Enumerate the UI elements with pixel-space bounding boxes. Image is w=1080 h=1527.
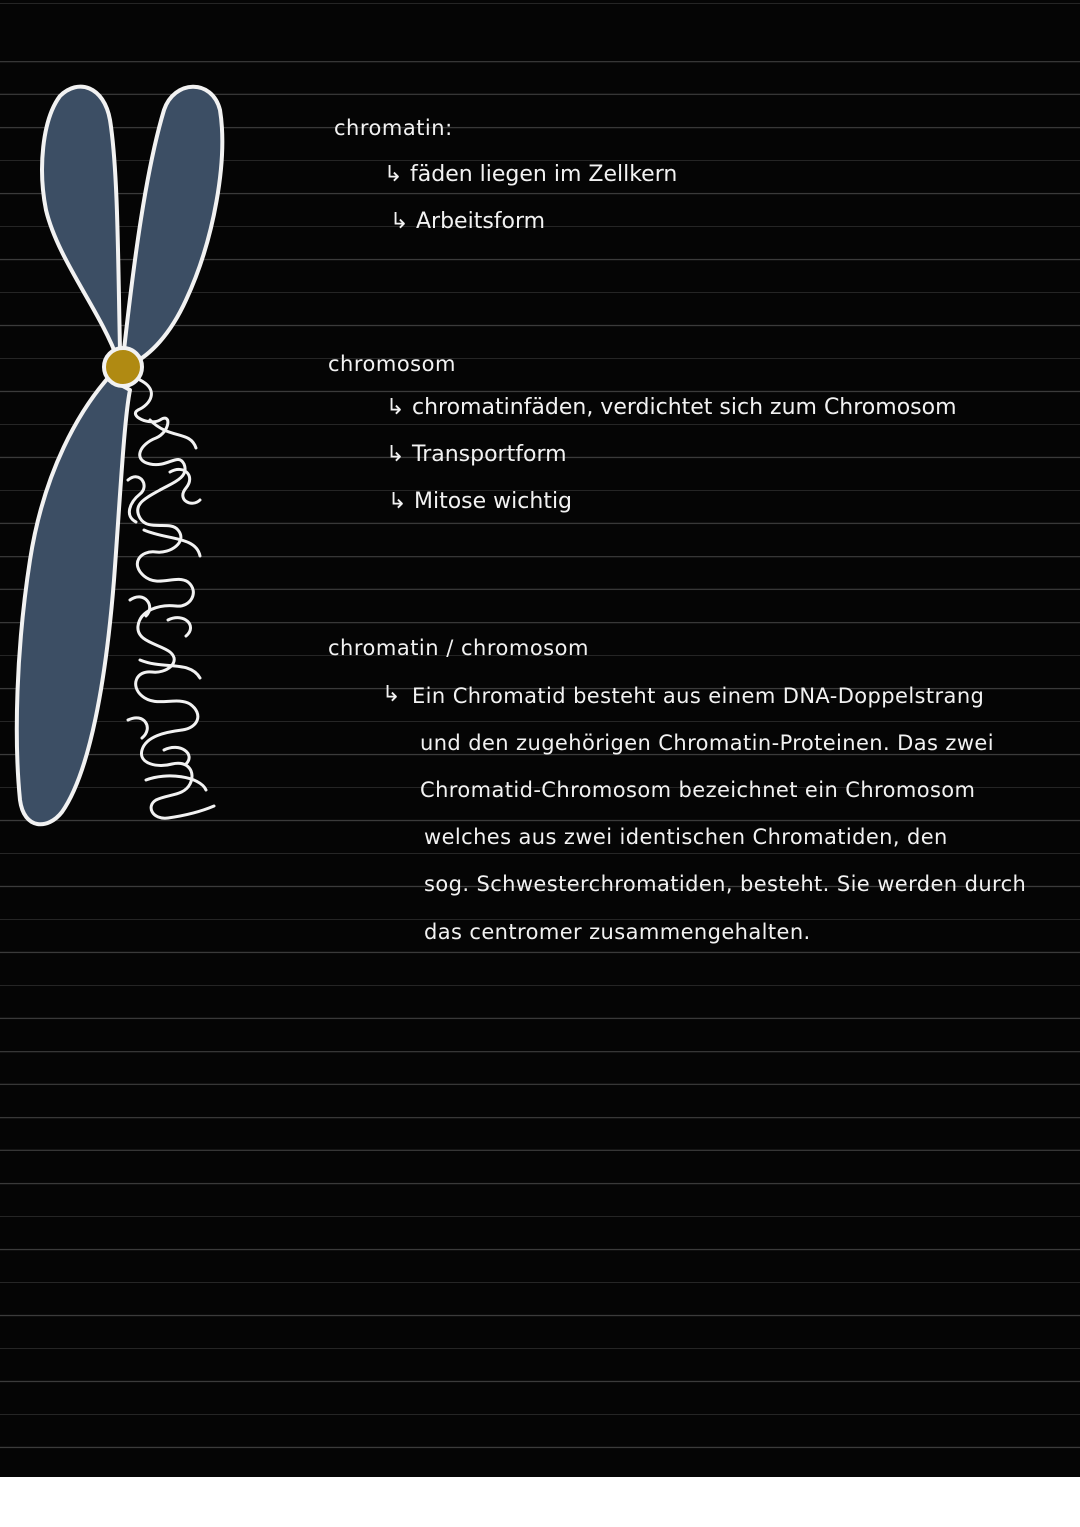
chromatin-item-1 [384, 162, 677, 187]
comparison-line-5: sog. Schwesterchromatiden, besteht. Sie werden durch [424, 872, 1027, 896]
chromatin-item-2 [390, 209, 545, 234]
comparison-line-3: Chromatid-Chromosom bezeichnet ein Chromosom [420, 778, 976, 802]
comparison-line-2: und den zugehörigen Chromatin-Proteinen. Das zwei [420, 731, 994, 755]
chromosom-item-3 [388, 489, 572, 514]
comparison-line-4: welches aus zwei identischen Chromatiden, den [424, 825, 948, 849]
arrow-icon: ↳ [386, 395, 405, 420]
lower-left-arm [17, 378, 130, 824]
arrow-icon: ↳ [388, 489, 407, 514]
chromosom-item-1-text: chromatinfäden, verdichtet sich zum Chromosom [412, 395, 957, 420]
chromosome-diagram-icon [0, 60, 260, 840]
arrow-icon: ↳ [390, 209, 409, 234]
chromatin-coil [128, 380, 214, 818]
chromosom-item-1 [386, 395, 957, 420]
chromatin-item-1-text: fäden liegen im Zellkern [410, 162, 678, 187]
heading-comparison: chromatin / chromosom [328, 636, 589, 660]
upper-right-arm [124, 87, 222, 364]
comparison-line-6: das centromer zusammengehalten. [424, 920, 811, 944]
chromosom-item-3-text: Mitose wichtig [414, 489, 573, 514]
heading-chromatin: chromatin: [334, 116, 453, 140]
heading-chromosom: chromosom [328, 352, 456, 376]
chromosom-item-2-text: Transportform [412, 442, 567, 467]
comparison-line-1: Ein Chromatid besteht aus einem DNA-Doppelstrang [412, 684, 985, 708]
arrow-icon: ↳ [384, 162, 403, 187]
page-bottom-margin [0, 1477, 1080, 1527]
upper-left-arm [42, 87, 120, 360]
chromosom-item-2 [386, 442, 567, 467]
chromatin-item-2-text: Arbeitsform [416, 209, 546, 234]
centromere-icon [104, 348, 142, 386]
arrow-icon: ↳ [386, 442, 405, 467]
arrow-icon: ↳ [382, 682, 401, 707]
